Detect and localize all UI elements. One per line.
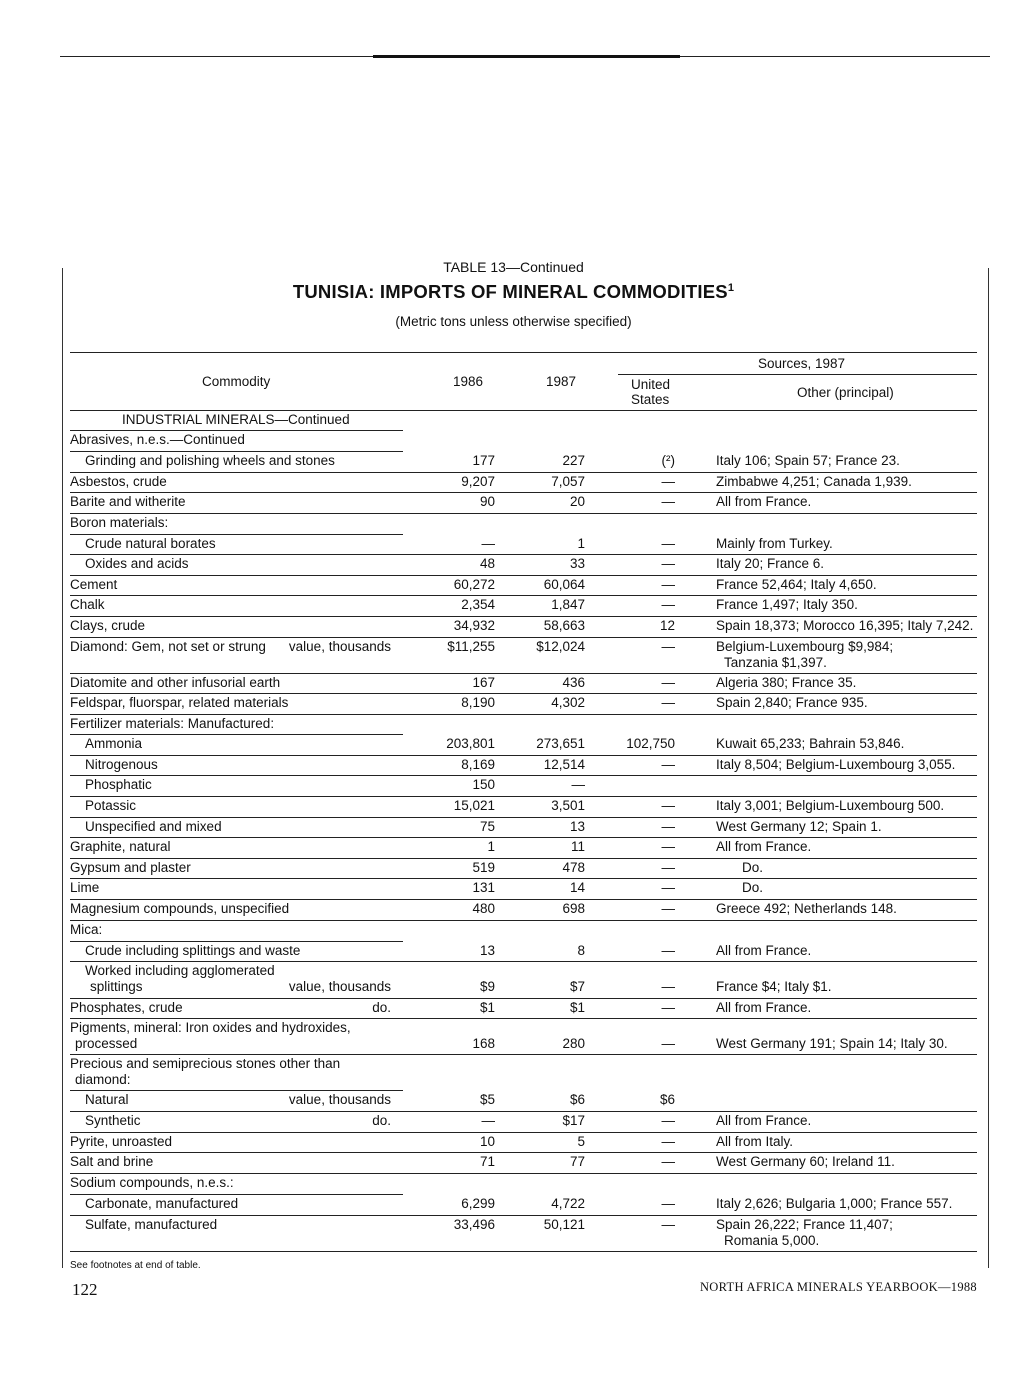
commodity-cell: Diatomite and other infusorial earth (70, 675, 281, 690)
value-1986-cell: 1 (487, 839, 495, 854)
row-divider (70, 941, 403, 942)
value-1986-cell: $1 (479, 1000, 495, 1015)
other-sources-cell: West Germany 60; Ireland 11. (716, 1154, 895, 1169)
commodity-cell: Graphite, natural (70, 839, 171, 854)
united-states-cell: $6 (659, 1092, 675, 1107)
value-1987-cell: 436 (562, 675, 585, 690)
united-states-cell: — (661, 577, 675, 592)
row-divider (70, 673, 977, 674)
value-1987-cell: 14 (569, 880, 585, 895)
value-1986-cell: — (481, 536, 495, 551)
other-sources-cell: All from France. (716, 1113, 812, 1128)
row-divider (70, 858, 977, 859)
commodity-cell: Salt and brine (70, 1154, 154, 1169)
commodity-cell: Magnesium compounds, unspecified (70, 901, 290, 916)
other-sources-cell-continued: Romania 5,000. (724, 1233, 820, 1248)
commodity-cell: Sulfate, manufactured (85, 1217, 218, 1232)
value-1986-cell: 168 (472, 1036, 495, 1051)
row-divider (70, 534, 403, 535)
commodity-cell: Chalk (70, 597, 105, 612)
value-1986-cell: $11,255 (447, 639, 495, 654)
other-sources-cell: Italy 106; Spain 57; France 23. (716, 453, 900, 468)
value-1987-cell: 227 (562, 453, 585, 468)
row-divider (70, 714, 977, 715)
value-1987-cell: 20 (569, 494, 585, 509)
row-divider (70, 492, 977, 493)
commodity-cell: Natural (85, 1092, 129, 1107)
value-1987-cell: $6 (569, 1092, 585, 1107)
value-1986-cell: $5 (479, 1092, 495, 1107)
commodity-cell-continued: processed (75, 1036, 138, 1051)
united-states-cell: — (661, 536, 675, 551)
other-sources-cell: All from France. (716, 943, 812, 958)
other-sources-cell: Spain 18,373; Morocco 16,395; Italy 7,242. (716, 618, 974, 633)
unit-cell: do. (372, 1000, 391, 1015)
commodity-cell: Crude including splittings and waste (85, 943, 301, 958)
value-1986-cell: 90 (479, 494, 495, 509)
table-title-text: TUNISIA: IMPORTS OF MINERAL COMMODITIES (292, 281, 728, 302)
value-1987-cell: 13 (569, 819, 585, 834)
footnote-note: See footnotes at end of table. (70, 1260, 201, 1271)
value-1987-cell: 478 (562, 860, 585, 875)
commodity-cell: Lime (70, 880, 100, 895)
commodity-cell: Cement (70, 577, 118, 592)
united-states-cell: — (661, 556, 675, 571)
other-sources-cell: France 52,464; Italy 4,650. (716, 577, 877, 592)
row-divider (70, 878, 977, 879)
header-sources: Sources, 1987 (758, 356, 846, 371)
commodity-cell: Abrasives, n.e.s.—Continued (70, 432, 245, 447)
other-sources-cell: Italy 8,504; Belgium-Luxembourg 3,055. (716, 757, 956, 772)
row-divider (70, 755, 977, 756)
value-1987-cell: 280 (562, 1036, 585, 1051)
value-1986-cell: 15,021 (453, 798, 495, 813)
row-divider (70, 616, 977, 617)
other-sources-cell: Belgium-Luxembourg $9,984; (716, 639, 894, 654)
value-1987-cell: 698 (562, 901, 585, 916)
row-divider (70, 1111, 977, 1112)
value-1986-cell: 2,354 (461, 597, 495, 612)
commodity-cell: Pyrite, unroasted (70, 1134, 173, 1149)
value-1987-cell: 12,514 (543, 757, 585, 772)
row-divider (70, 472, 977, 473)
value-1987-cell: $17 (562, 1113, 585, 1128)
row-divider (70, 920, 977, 921)
united-states-cell: — (661, 494, 675, 509)
value-1986-cell: 6,299 (461, 1196, 495, 1211)
value-1987-cell: 1,847 (551, 597, 585, 612)
united-states-cell: — (661, 1196, 675, 1211)
united-states-cell: — (661, 839, 675, 854)
value-1987-cell: 58,663 (543, 618, 585, 633)
other-sources-cell: All from France. (716, 839, 812, 854)
unit-cell: do. (372, 1113, 391, 1128)
right-margin-line (988, 268, 989, 1268)
other-sources-cell: France $4; Italy $1. (716, 979, 832, 994)
value-1986-cell: 519 (472, 860, 495, 875)
commodity-cell: Phosphates, crude (70, 1000, 183, 1015)
row-divider (70, 796, 977, 797)
value-1986-cell: $9 (479, 979, 495, 994)
united-states-cell: — (661, 943, 675, 958)
commodity-cell-continued: diamond: (75, 1072, 131, 1087)
commodity-cell: Ammonia (85, 736, 143, 751)
united-states-cell: — (661, 901, 675, 916)
row-divider (70, 513, 977, 514)
united-states-cell: — (661, 979, 675, 994)
commodity-cell: Pigments, mineral: Iron oxides and hydroxides, (70, 1020, 351, 1035)
value-1986-cell: 48 (479, 556, 495, 571)
unit-cell: value, thousands (288, 979, 391, 994)
row-divider (70, 595, 977, 596)
united-states-cell: — (661, 695, 675, 710)
value-1987-cell: 60,064 (543, 577, 585, 592)
value-1987-cell: 7,057 (551, 474, 585, 489)
header-bottom-rule (70, 410, 977, 411)
commodity-cell: Oxides and acids (85, 556, 189, 571)
value-1986-cell: 177 (472, 453, 495, 468)
commodity-cell: INDUSTRIAL MINERALS—Continued (122, 412, 350, 427)
united-states-cell: — (661, 1134, 675, 1149)
commodity-cell: Sodium compounds, n.e.s.: (70, 1175, 234, 1190)
header-sources-rule (618, 374, 977, 375)
row-divider (70, 817, 977, 818)
other-sources-cell: All from Italy. (716, 1134, 794, 1149)
value-1987-cell: $1 (569, 1000, 585, 1015)
row-divider (70, 1054, 977, 1055)
other-sources-cell: Italy 2,626; Bulgaria 1,000; France 557. (716, 1196, 953, 1211)
commodity-cell: Diamond: Gem, not set or strung (70, 639, 266, 654)
united-states-cell: (²) (661, 453, 675, 468)
value-1987-cell: 5 (577, 1134, 585, 1149)
united-states-cell: 102,750 (626, 736, 675, 751)
row-divider (70, 451, 403, 452)
united-states-cell: — (661, 1217, 675, 1232)
value-1987-cell: 1 (577, 536, 585, 551)
other-sources-cell: Algeria 380; France 35. (716, 675, 857, 690)
value-1987-cell: 8 (577, 943, 585, 958)
value-1986-cell: 9,207 (461, 474, 495, 489)
other-sources-cell: Spain 2,840; France 935. (716, 695, 868, 710)
table-caption: TABLE 13—Continued (443, 259, 584, 275)
value-1986-cell: 167 (472, 675, 495, 690)
commodity-cell: Gypsum and plaster (70, 860, 191, 875)
united-states-cell: — (661, 798, 675, 813)
commodity-cell: Precious and semiprecious stones other than (70, 1056, 341, 1071)
united-states-cell: — (661, 1000, 675, 1015)
united-states-cell: 12 (659, 618, 675, 633)
header-other-principal: Other (principal) (797, 385, 894, 400)
united-states-cell: — (661, 757, 675, 772)
row-divider (70, 1090, 403, 1091)
united-states-cell: — (661, 675, 675, 690)
commodity-cell: Feldspar, fluorspar, related materials (70, 695, 289, 710)
row-divider (70, 1132, 977, 1133)
other-sources-cell: Italy 3,001; Belgium-Luxembourg 500. (716, 798, 945, 813)
value-1987-cell: $12,024 (536, 639, 585, 654)
other-sources-cell: Mainly from Turkey. (716, 536, 833, 551)
header-commodity: Commodity (202, 374, 271, 389)
value-1986-cell: 480 (472, 901, 495, 916)
row-divider (70, 1215, 977, 1216)
row-divider (70, 734, 403, 735)
value-1986-cell: 131 (472, 880, 495, 895)
united-states-cell: — (661, 860, 675, 875)
commodity-cell: Clays, crude (70, 618, 146, 633)
value-1987-cell: 50,121 (543, 1217, 585, 1232)
commodity-cell: Worked including agglomerated (85, 963, 275, 978)
commodity-cell: Asbestos, crude (70, 474, 167, 489)
row-divider (70, 961, 977, 962)
united-states-cell: — (661, 819, 675, 834)
value-1986-cell: 60,272 (453, 577, 495, 592)
other-sources-cell: Zimbabwe 4,251; Canada 1,939. (716, 474, 912, 489)
commodity-cell: Boron materials: (70, 515, 169, 530)
value-1986-cell: 71 (479, 1154, 495, 1169)
other-sources-cell: Greece 492; Netherlands 148. (716, 901, 897, 916)
other-sources-cell: France 1,497; Italy 350. (716, 597, 858, 612)
header-1986: 1986 (453, 374, 484, 389)
row-divider (70, 998, 977, 999)
commodity-cell: Phosphatic (85, 777, 152, 792)
row-divider (70, 1152, 977, 1153)
other-sources-cell: Spain 26,222; France 11,407; (716, 1217, 893, 1232)
value-1986-cell: 203,801 (446, 736, 495, 751)
commodity-cell: Grinding and polishing wheels and stones (85, 453, 335, 468)
other-sources-cell: All from France. (716, 1000, 812, 1015)
commodity-cell: Carbonate, manufactured (85, 1196, 239, 1211)
commodity-cell: Crude natural borates (85, 536, 216, 551)
row-divider (70, 775, 977, 776)
value-1987-cell: — (571, 777, 585, 792)
united-states-cell: — (661, 639, 675, 654)
commodity-cell: Synthetic (85, 1113, 141, 1128)
commodity-cell: Mica: (70, 922, 103, 937)
table-bottom-rule (70, 1251, 977, 1252)
row-divider (70, 575, 977, 576)
other-sources-cell: Kuwait 65,233; Bahrain 53,846. (716, 736, 905, 751)
united-states-cell: — (661, 597, 675, 612)
united-states-cell: — (661, 474, 675, 489)
commodity-cell: Nitrogenous (85, 757, 158, 772)
other-sources-cell: All from France. (716, 494, 812, 509)
value-1986-cell: — (481, 1113, 495, 1128)
united-states-cell: — (661, 1154, 675, 1169)
value-1986-cell: 34,932 (453, 618, 495, 633)
row-divider (70, 430, 403, 431)
row-divider (70, 693, 977, 694)
header-top-rule (70, 352, 977, 353)
value-1986-cell: 75 (479, 819, 495, 834)
value-1986-cell: 150 (472, 777, 495, 792)
left-margin-line (62, 268, 63, 1268)
table-subtitle: (Metric tons unless otherwise specified) (395, 314, 632, 329)
commodity-cell-continued: splittings (90, 979, 143, 994)
running-title: NORTH AFRICA MINERALS YEARBOOK—1988 (699, 1280, 977, 1294)
row-divider (70, 1018, 977, 1019)
other-sources-cell: West Germany 12; Spain 1. (716, 819, 882, 834)
other-sources-cell-continued: Tanzania $1,397. (724, 655, 827, 670)
value-1987-cell: 33 (569, 556, 585, 571)
value-1986-cell: 8,169 (461, 757, 495, 772)
other-sources-cell: Do. (742, 860, 764, 875)
commodity-cell: Unspecified and mixed (85, 819, 222, 834)
value-1987-cell: $7 (569, 979, 585, 994)
commodity-cell: Fertilizer materials: Manufactured: (70, 716, 275, 731)
value-1987-cell: 77 (569, 1154, 585, 1169)
unit-cell: value, thousands (288, 639, 391, 654)
header-united-states: United States (631, 377, 671, 407)
row-divider (70, 554, 977, 555)
row-divider (70, 837, 977, 838)
value-1987-cell: 273,651 (536, 736, 585, 751)
header-1987: 1987 (546, 374, 577, 389)
united-states-cell: — (661, 880, 675, 895)
other-sources-cell: Do. (742, 880, 764, 895)
table-title (0, 281, 1027, 303)
value-1986-cell: 10 (479, 1134, 495, 1149)
value-1986-cell: 33,496 (453, 1217, 495, 1232)
other-sources-cell: West Germany 191; Spain 14; Italy 30. (716, 1036, 948, 1051)
value-1986-cell: 8,190 (461, 695, 495, 710)
united-states-cell: — (661, 1036, 675, 1051)
top-rule-thick (373, 55, 680, 58)
row-divider (70, 1173, 977, 1174)
page-number: 122 (72, 1280, 98, 1299)
unit-cell: value, thousands (288, 1092, 391, 1107)
value-1987-cell: 4,722 (551, 1196, 585, 1211)
title-footnote-marker: 1 (727, 281, 735, 294)
commodity-cell: Barite and witherite (70, 494, 186, 509)
value-1987-cell: 3,501 (551, 798, 585, 813)
value-1987-cell: 4,302 (551, 695, 585, 710)
row-divider (70, 1194, 403, 1195)
row-divider (70, 637, 977, 638)
other-sources-cell: Italy 20; France 6. (716, 556, 825, 571)
value-1986-cell: 13 (479, 943, 495, 958)
row-divider (70, 899, 977, 900)
commodity-cell: Potassic (85, 798, 137, 813)
value-1987-cell: 11 (570, 839, 585, 854)
united-states-cell: — (661, 1113, 675, 1128)
